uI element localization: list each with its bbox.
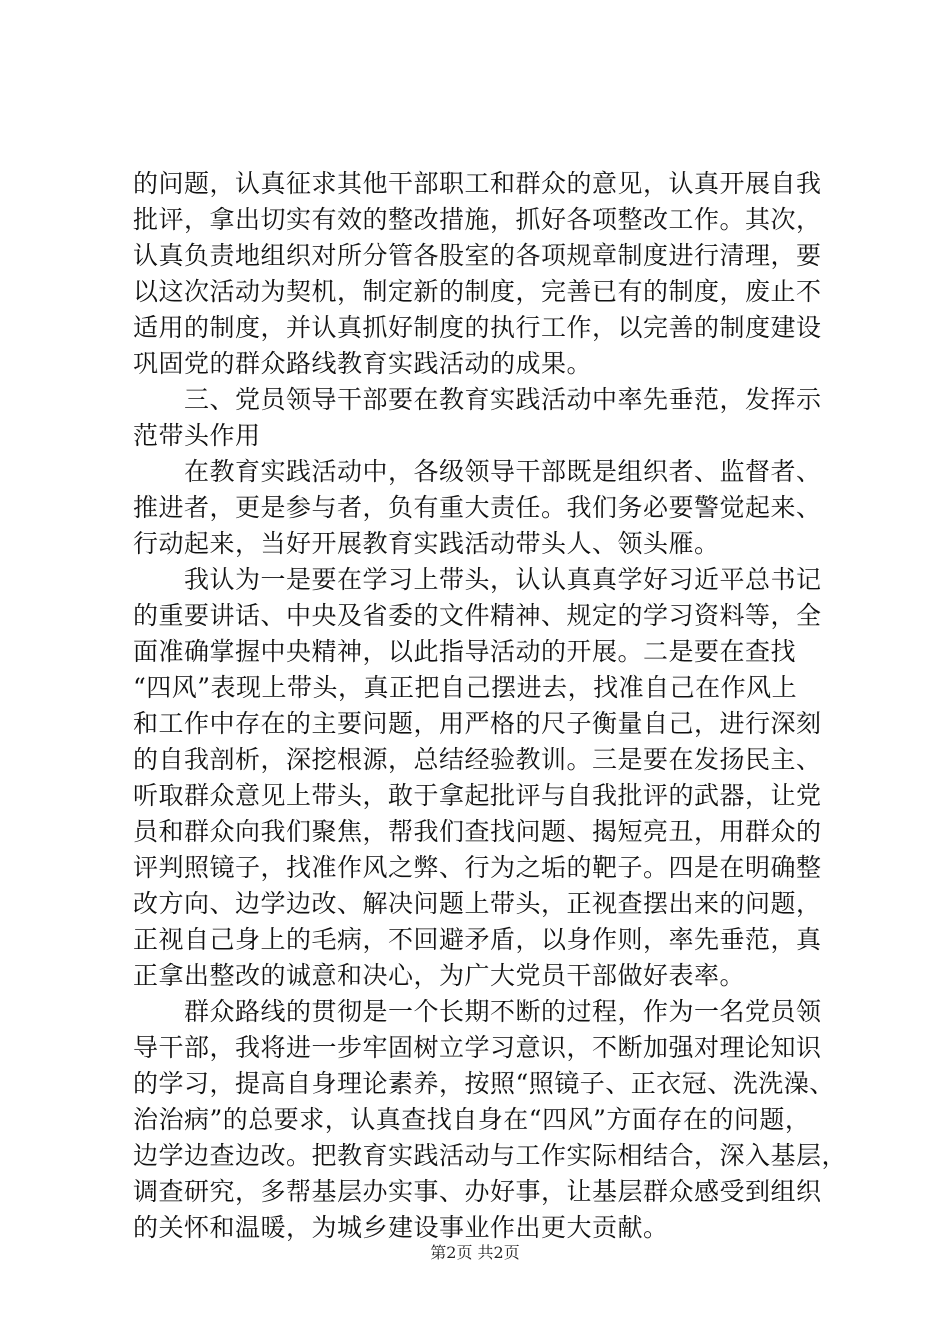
text-line: 的自我剖析，深挖根源，总结经验教训。三是要在发扬民主、: [133, 745, 822, 774]
text-line: 评判照镜子，找准作风之弊、行为之垢的靶子。四是在明确整: [133, 853, 822, 882]
text-line: 认真负责地组织对所分管各股室的各项规章制度进行清理，要: [133, 241, 822, 270]
text-line: 的问题，认真征求其他干部职工和群众的意见，认真开展自我: [133, 169, 822, 198]
text-line: 正视自己身上的毛病，不回避矛盾，以身作则，率先垂范，真: [133, 925, 822, 954]
text-line: 的重要讲话、中央及省委的文件精神、规定的学习资料等，全: [133, 601, 822, 630]
text-line: 以这次活动为契机，制定新的制度，完善已有的制度，废止不: [133, 277, 822, 306]
text-line: 员和群众向我们聚焦，帮我们查找问题、揭短亮丑，用群众的: [133, 817, 822, 846]
text-line: 治治病”的总要求，认真查找自身在“四风”方面存在的问题，: [133, 1105, 811, 1134]
text-line: 行动起来，当好开展教育实践活动带头人、领头雁。: [133, 529, 720, 558]
text-line: 和工作中存在的主要问题，用严格的尺子衡量自己，进行深刻: [133, 709, 822, 738]
text-line: 在教育实践活动中，各级领导干部既是组织者、监督者、: [133, 457, 822, 486]
text-line: 调查研究，多帮基层办实事、办好事，让基层群众感受到组织: [133, 1177, 822, 1206]
document-body: [133, 166, 848, 1246]
text-line: 群众路线的贯彻是一个长期不断的过程，作为一名党员领: [133, 997, 822, 1026]
text-line: “四风”表现上带头，真正把自己摆进去，找准自己在作风上: [133, 673, 798, 702]
section-heading-line: 三、党员领导干部要在教育实践活动中率先垂范，发挥示: [133, 385, 822, 414]
text-line: 面准确掌握中央精神，以此指导活动的开展。二是要在查找: [133, 637, 797, 666]
section-heading-line: 范带头作用: [133, 421, 261, 450]
text-line: 导干部，我将进一步牢固树立学习意识，不断加强对理论知识: [133, 1033, 822, 1062]
text-line: 改方向、边学边改、解决问题上带头，正视查摆出来的问题，: [133, 889, 822, 918]
text-line: 听取群众意见上带头，敢于拿起批评与自我批评的武器，让党: [133, 781, 822, 810]
text-line: 批评，拿出切实有效的整改措施，抓好各项整改工作。其次，: [133, 205, 822, 234]
text-line: 边学边查边改。把教育实践活动与工作实际相结合，深入基层，: [133, 1141, 848, 1170]
text-line: 推进者，更是参与者，负有重大责任。我们务必要警觉起来、: [133, 493, 822, 522]
text-line: 适用的制度，并认真抓好制度的执行工作，以完善的制度建设: [133, 313, 822, 342]
text-line: 我认为一是要在学习上带头，认认真真学好习近平总书记: [133, 565, 822, 594]
page-number-footer: 第2页 共2页: [430, 1243, 520, 1262]
text-line: 的关怀和温暖，为城乡建设事业作出更大贡献。: [133, 1213, 669, 1242]
text-line: 正拿出整改的诚意和决心，为广大党员干部做好表率。: [133, 961, 746, 990]
text-line: 的学习，提高自身理论素养，按照“照镜子、正衣冠、洗洗澡、: [133, 1069, 835, 1098]
text-line: 巩固党的群众路线教育实践活动的成果。: [133, 349, 593, 378]
